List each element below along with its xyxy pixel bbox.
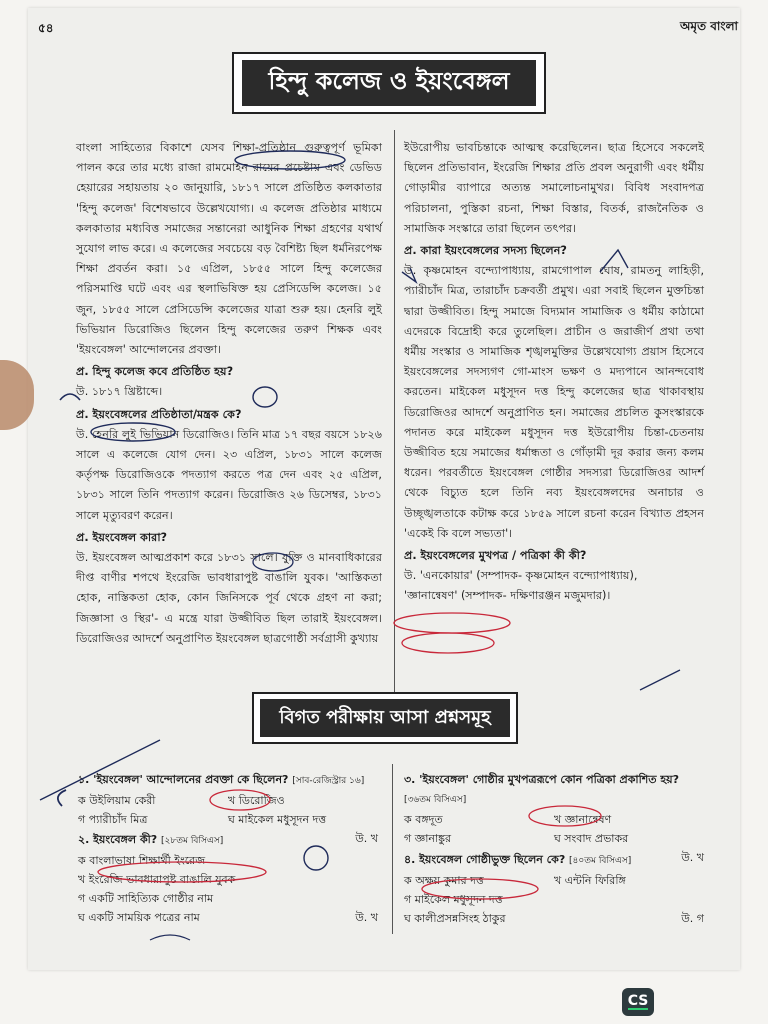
mcq-option: ঘ সংবাদ প্রভাকর	[554, 832, 629, 845]
mcq-item-2	[78, 830, 378, 927]
mcq-question: ৩. 'ইয়ংবেঙ্গল' গোষ্ঠীর মুখপত্ররূপে কোন পত্রিকা প্রকাশিত হয়?	[404, 773, 679, 786]
answer-5-line-2: 'জ্ঞানান্বেষণ' (সম্পাদক- দক্ষিণারঞ্জন মজুমদার)।	[404, 589, 611, 603]
question-5: প্র. ইয়ংবেঙ্গলের মুখপত্র / পত্রিকা কী কী?	[404, 549, 587, 563]
mcq-option: গ একটি সাহিত্যিক গোষ্ঠীর নাম	[78, 892, 214, 905]
answer-5-line-1: উ. 'এনকোয়ার' (সম্পাদক- কৃষ্ণমোহন বন্দ্যোপাধ্যায়),	[404, 569, 638, 583]
mcq-source: [৪০তম বিসিএস]	[569, 856, 632, 866]
answer-3: উ. ইয়ংবেঙ্গল আত্মপ্রকাশ করে ১৮৩১ সালে। যুক্তি ও মানবাধিকারের দীপ্ত বাণীর শপথে ইংরেজি ভাবধারাপুষ্ট বাঙালি যুবক। 'আস্তিকতা হোক, নাস্তিকতা হোক, কোন জিনিসকে পূর্ব থেকে গ্রহণ না করা; জিজ্ঞাসা ও স্থির'- এ মন্ত্রে যারা উজ্জীবিত ছিল তারাই ইয়ংবেঙ্গল। ডিরোজিওর আদর্শে অনুপ্রাণিত ইয়ংবেঙ্গল ছাত্রগোষ্ঠী সর্বগ্রাসী কুখ্যায়	[76, 551, 382, 645]
running-head: অমৃত বাংলা	[680, 19, 738, 33]
left-column	[76, 138, 382, 649]
question-3: প্র. ইয়ংবেঙ্গল কারা?	[76, 530, 168, 544]
mcq-question: ৪. ইয়ংবেঙ্গল গোষ্ঠীভুক্ত ছিলেন কে?	[404, 853, 566, 866]
mcq-option: খ ডিরোজিও	[228, 794, 285, 807]
mcq-question: ২. ইয়ংবেঙ্গল কী?	[78, 833, 158, 846]
mcq-answer: উ. খ	[681, 851, 704, 864]
mcq-option: গ মাইকেল মধুসূদন দত্ত	[404, 893, 503, 906]
mcq-option: ক বাংলাভাষা শিক্ষার্থী ইংরেজ	[78, 854, 206, 867]
mcq-divider	[392, 764, 393, 934]
mcq-source: [সাব-রেজিস্ট্রার ১৬]	[292, 776, 365, 786]
chapter-title-box	[232, 52, 546, 114]
answer-4: উ. কৃষ্ণমোহন বন্দ্যোপাধ্যায়, রামগোপাল ঘোষ, রামতনু লাহিড়ী, প্যারীচাঁদ মিত্র, তারাচাঁদ চক্রবর্তী প্রমুখ। এরা সবাই ছিলেন মুক্তচিন্তা দ্বারা উজ্জীবিত। হিন্দু সমাজে বিদ্যমান সামাজিক ও ধর্মীয় কাঠামো এদেরকে বিদ্রোহী করে তুলেছিল। প্রাচীন ও জরাজীর্ণ প্রথা তথা ধর্মীয় সংস্কার ও সামাজিক শৃঙ্খলমুক্তির উল্লেখযোগ্য প্রয়াস হিসেবে ইয়ংবেঙ্গলের সদস্যগণ গো-মাংস ভক্ষণ ও মদ্যপানে আনন্দবোধ করতেন। মাইকেল মধুসূদন দত্ত হিন্দু কলেজের ছাত্র থাকাবস্থায় ডিরোজিওর আদর্শে অনুপ্রাণিত হন। সমাজের প্রচলিত কুসংস্কারকে পদানত করে মাইকেল মধুসূদন দত্ত ইউরোপীয় চিন্তা-চেতনায় উজ্জীবিত হয়ে সমাজের ধর্মান্ধতা ও গোঁড়ামী দূর করার জন্য কলম ধরেন। পরবর্তীতে ইয়ংবেঙ্গল গোষ্ঠীর সদস্যরা ডিরোজিওর আদর্শ থেকে বিচ্যুত হলে তিনি নব্য ইয়ংবেঙ্গলদের অনাচার ও উচ্ছৃঙ্খলতাকে কটাক্ষ করে ১৮৫৯ সালে রচনা করেন বিখ্যাত প্রহসন 'একেই কি বলে সভ্যতা'।	[404, 264, 704, 540]
mcq-option: গ প্যারীচাঁদ মিত্র	[78, 813, 148, 826]
mcq-source: [৩৬তম বিসিএস]	[404, 795, 467, 805]
question-2: প্র. ইয়ংবেঙ্গলের প্রতিষ্ঠাতা/মন্ত্রক কে?	[76, 407, 242, 421]
mcq-option: ঘ একটি সাময়িক পত্রের নাম	[78, 911, 200, 924]
mcq-question: ১. 'ইয়ংবেঙ্গল' আন্দোলনের প্রবক্তা কে ছিলেন?	[78, 773, 289, 786]
mcq-option: খ এন্টনি ফিরিঙ্গি	[554, 874, 626, 887]
mcq-option: ক অক্ষয় কুমার দত্ত	[404, 874, 484, 887]
chapter-title: হিন্দু কলেজ ও ইয়ংবেঙ্গল	[242, 60, 536, 106]
continued-paragraph: ইউরোপীয় ভাবচিন্তাকে আত্মস্থ করেছিলেন। ছাত্র হিসেবে সকলেই ছিলেন প্রতিভাবান, ইংরেজি শিক্ষার প্রতি প্রবল অনুরাগী এবং ধর্মীয় গোড়ামীর ব্যাপারে অত্যন্ত সমালোচনামুখর। বিবিধ সংবাদপত্র পরিচালনা, পুস্তিকা রচনা, শিক্ষা বিস্তার, বিতর্ক, রাজনৈতিক ও সামাজিক সংস্কারে তারা ছিলেন তৎপর।	[404, 141, 704, 235]
question-1: প্র. হিন্দু কলেজ কবে প্রতিষ্ঠিত হয়?	[76, 365, 234, 379]
page-number: ৫৪	[38, 21, 54, 35]
mcq-answer: উ. গ	[681, 912, 704, 925]
answer-1: উ. ১৮১৭ খ্রিষ্টাব্দে।	[76, 385, 163, 399]
section-title-box	[252, 692, 518, 744]
mcq-option: ঘ কালীপ্রসন্নসিংহ ঠাকুর	[404, 912, 506, 925]
camscanner-logo: CS	[622, 988, 654, 1016]
mcq-option: ঘ মাইকেল মধুসূদন দত্ত	[228, 813, 327, 826]
intro-paragraph: বাংলা সাহিত্যের বিকাশে যেসব শিক্ষা-প্রতিষ্ঠান গুরুত্বপূর্ণ ভূমিকা পালন করে তার মধ্যে রাজা রামমোহন রায়ের প্রচেষ্টায় এবং ডেভিড হেয়ারের সহায়তায় ২০ জানুয়ারি, ১৮১৭ সালে প্রতিষ্ঠিত কলকাতার 'হিন্দু কলেজ' বিশেষভাবে উল্লেখযোগ্য। এ কলেজ প্রতিষ্ঠার মাধ্যমে কলকাতার মধ্যবিত্ত সমাজের সন্তানেরা আধুনিক শিক্ষা গ্রহণের যথার্থ সুযোগ লাভ করে। এ কলেজের সবচেয়ে বড় বৈশিষ্ট্য ছিল ধর্মনিরপেক্ষ শিক্ষা প্রবর্তন করা। ১৫ এপ্রিল, ১৮৫৫ সালে হিন্দু কলেজের পরিসমাপ্তি ঘটে এবং এর স্থলাভিষিক্ত হয় প্রেসিডেন্সি কলেজ। ১৫ জুন, ১৮৫৫ সালে প্রেসিডেন্সি কলেজের যাত্রা শুরু হয়। হেনরি লুই ভিভিয়ান ডিরোজিও ছিলেন হিন্দু কলেজের তরুণ শিক্ষক এবং 'ইয়ংবেঙ্গল' আন্দোলনের প্রবক্তা।	[76, 141, 382, 357]
question-4: প্র. কারা ইয়ংবেঙ্গলের সদস্য ছিলেন?	[404, 244, 567, 258]
right-column	[404, 138, 704, 607]
section-title: বিগত পরীক্ষায় আসা প্রশ্নসমূহ	[260, 699, 510, 737]
mcq-answer: উ. খ	[355, 832, 378, 845]
mcq-answer: উ. খ	[355, 911, 378, 924]
column-divider	[394, 130, 395, 710]
mcq-option: ক উইলিয়াম কেরী	[78, 794, 156, 807]
answer-2: উ. হেনরি লুই ভিভিয়ান ডিরোজিও। তিনি মাত্র ১৭ বছর বয়সে ১৮২৬ সালে এ কলেজে যোগ দেন। ২৩ এপ্রিল, ১৮৩১ সালে কলেজ কর্তৃপক্ষ ডিরোজিওকে পদত্যাগ করতে পত্র দেন এবং ২৫ এপ্রিল, ১৮৩১ সালে তিনি পদত্যাগ করেন। ডিরোজিও ২৬ ডিসেম্বর, ১৮৩১ সালে মৃত্যুবরণ করেন।	[76, 427, 382, 522]
mcq-item-4	[404, 850, 704, 928]
mcq-source: [২৮তম বিসিএস]	[161, 836, 224, 846]
mcq-option: খ জ্ঞানান্বেষণ	[554, 813, 612, 826]
mcq-option: গ জ্ঞানাঙ্কুর	[404, 832, 452, 845]
mcq-option: খ ইংরেজি ভাবধারাপুষ্ট বাঙালি যুবক	[78, 873, 236, 886]
mcq-option: ক বঙ্গদূত	[404, 813, 443, 826]
